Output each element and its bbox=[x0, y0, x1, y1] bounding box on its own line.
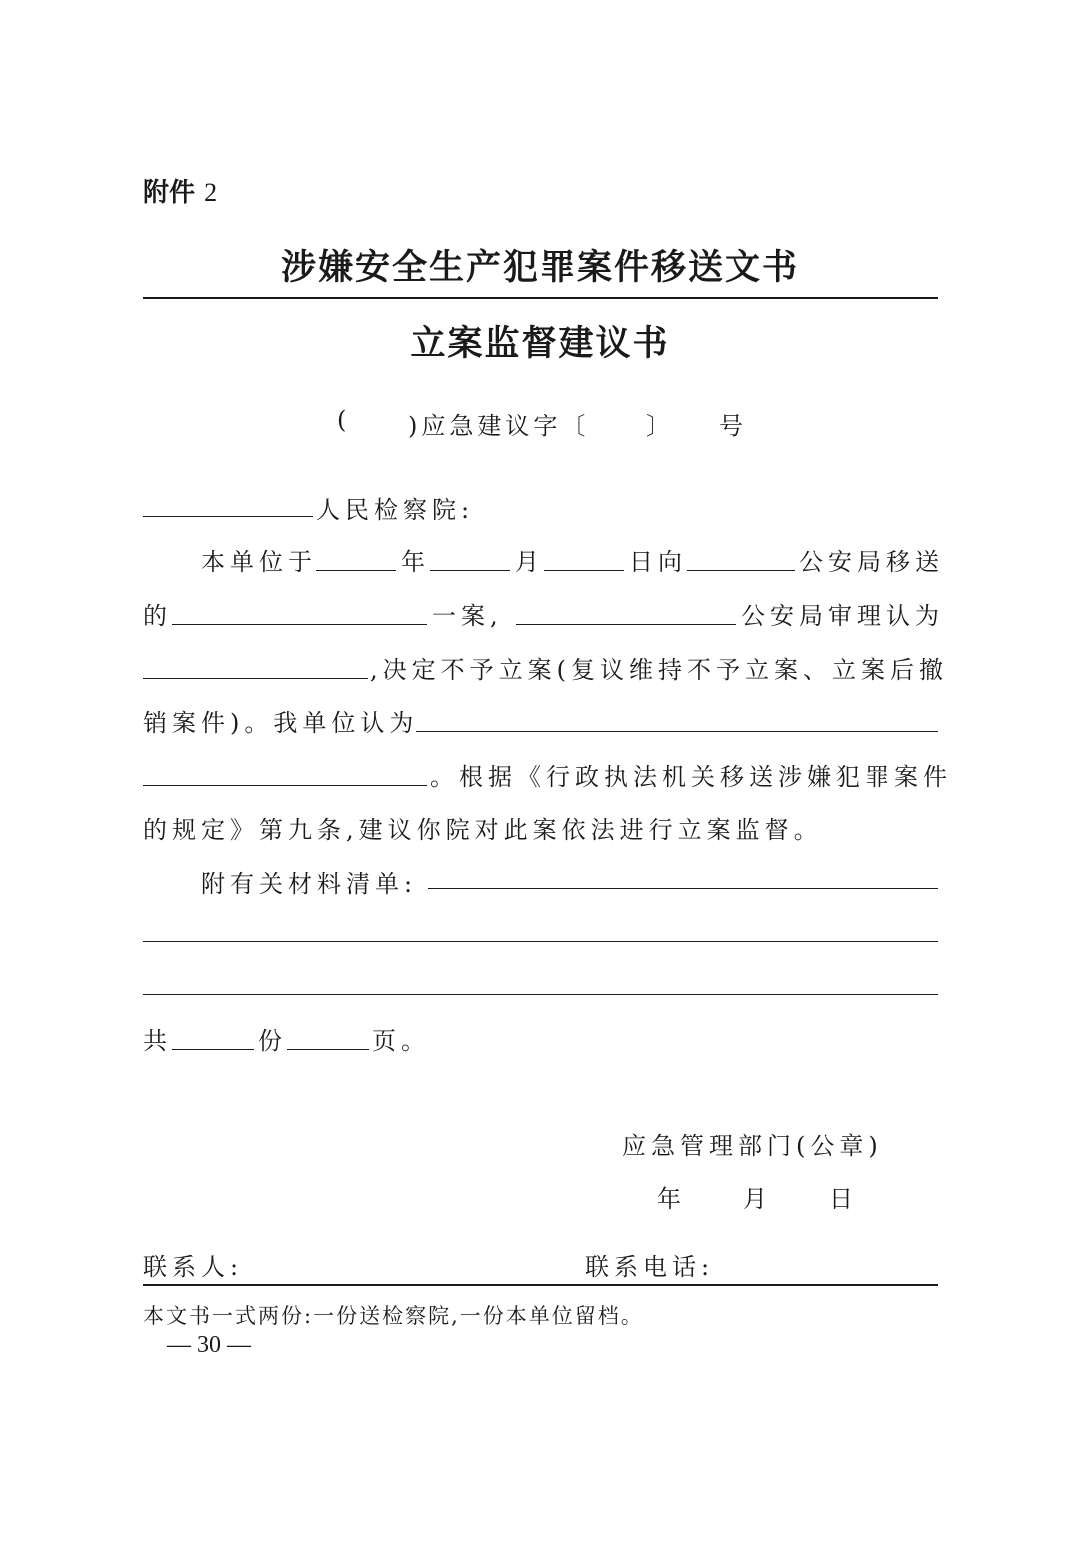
contact-person-label: 联系人: bbox=[143, 1253, 244, 1281]
attachment-number: 2 bbox=[204, 178, 218, 207]
count-label-total: 共 bbox=[143, 1027, 172, 1055]
body-line2-end: 公安局审理认为 bbox=[741, 602, 944, 630]
body-line5: 。根据《行政执法机关移送涉嫌犯罪案件 bbox=[430, 763, 952, 791]
page-number: — 30 — bbox=[167, 1332, 251, 1358]
case-name-blank[interactable] bbox=[172, 624, 427, 625]
attachment-label bbox=[143, 172, 217, 209]
materials-blank-1[interactable] bbox=[428, 888, 938, 889]
title-divider bbox=[143, 297, 938, 299]
attachment-label-text: 附件 bbox=[143, 178, 196, 208]
day-blank[interactable] bbox=[544, 570, 624, 571]
doc-number-bracket-close: 〕 bbox=[646, 412, 674, 440]
our-opinion-blank-2[interactable] bbox=[143, 785, 427, 786]
doc-number-paren-open: ( bbox=[337, 406, 351, 434]
bureau-opinion-blank[interactable] bbox=[143, 678, 368, 679]
footnote: 本文书一式两份:一份送检察院,一份本单位留档。 bbox=[143, 1304, 644, 1328]
materials-blank-2[interactable] bbox=[143, 941, 938, 942]
body-line1-start: 本单位于 bbox=[201, 548, 317, 576]
month-blank[interactable] bbox=[430, 570, 510, 571]
year-blank[interactable] bbox=[316, 570, 396, 571]
body-line2-start: 的 bbox=[143, 602, 172, 630]
public-security-bureau-blank[interactable] bbox=[687, 570, 795, 571]
document-title: 涉嫌安全生产犯罪案件移送文书 bbox=[280, 247, 799, 288]
doc-number-suffix: 号 bbox=[719, 412, 747, 440]
signing-department: 应急管理部门(公章) bbox=[622, 1132, 883, 1160]
footer-divider bbox=[143, 1284, 938, 1286]
body-line6: 的规定》第九条,建议你院对此案依法进行立案监督。 bbox=[143, 816, 823, 844]
sign-month: 月 bbox=[743, 1185, 772, 1213]
body-day: 日向 bbox=[629, 548, 687, 576]
count-label-pages: 页。 bbox=[372, 1027, 430, 1055]
addressee-label: 人民检察院: bbox=[316, 496, 475, 524]
count-label-copies: 份 bbox=[258, 1027, 287, 1055]
document-subtitle: 立案监督建议书 bbox=[410, 323, 670, 364]
body-line3: ,决定不予立案(复议维持不予立案、立案后撤 bbox=[370, 656, 948, 684]
doc-number-middle: )应急建议字〔 bbox=[408, 412, 590, 440]
materials-label: 附有关材料清单: bbox=[201, 870, 418, 898]
sign-year: 年 bbox=[657, 1185, 686, 1213]
body-line4: 销案件)。我单位认为 bbox=[143, 709, 419, 737]
body-year: 年 bbox=[401, 548, 430, 576]
body-month: 月 bbox=[515, 548, 544, 576]
materials-blank-3[interactable] bbox=[143, 994, 938, 995]
contact-phone-label: 联系电话: bbox=[585, 1253, 715, 1281]
reviewing-bureau-blank[interactable] bbox=[516, 624, 736, 625]
body-line1-end: 公安局移送 bbox=[799, 548, 944, 576]
pages-blank[interactable] bbox=[287, 1049, 369, 1050]
copies-blank[interactable] bbox=[172, 1049, 254, 1050]
procuratorate-name-blank[interactable] bbox=[143, 516, 313, 517]
our-opinion-blank-1[interactable] bbox=[416, 731, 938, 732]
body-line2-middle: 一案, bbox=[432, 602, 503, 630]
sign-day: 日 bbox=[829, 1185, 858, 1213]
